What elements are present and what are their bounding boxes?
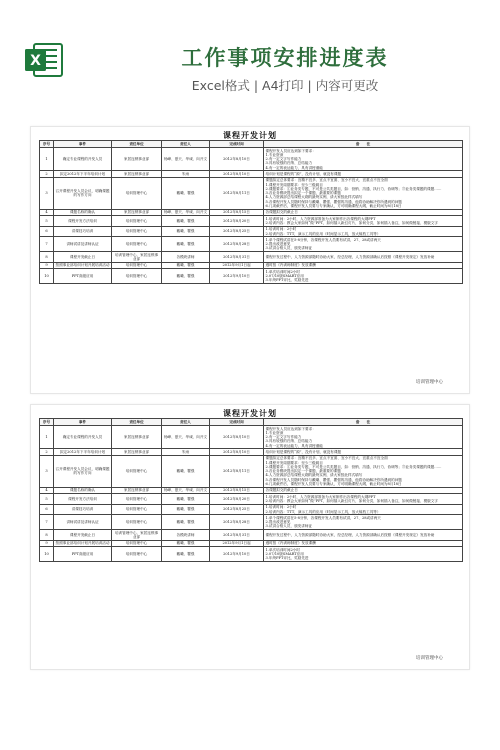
table-cell: 课程开发人员应达到如下要求： 1.专业资深 2.有一定文字写作能力 3.具有较强的归纳、总结能力 4.有一定的表达能力，具有讲授潜能 bbox=[264, 148, 463, 171]
table-cell: 1.培训时间：2小时，人力资源部准备为大家制作出各课程的大纲PPT 2.培训内容：教会大家如何“做”PPT，如何插入新幻灯片，如何分页，如何插入备注，如何做链接、模版文字 bbox=[264, 216, 463, 227]
column-header: 责任单位 bbox=[112, 141, 162, 148]
column-header: 序号 bbox=[40, 419, 54, 426]
column-header: 事件 bbox=[54, 141, 112, 148]
table-cell: 朱雨 bbox=[162, 171, 210, 177]
table-cell: 杨峰、夏天、华诚、向开文 bbox=[162, 148, 210, 171]
table-cell: 2012年8月28日 bbox=[210, 237, 264, 252]
table-cell: 培训管理中心 bbox=[112, 177, 162, 209]
page-title: 工作事项安排进度表 bbox=[181, 46, 389, 70]
table-cell: 7 bbox=[40, 515, 54, 530]
table-row bbox=[40, 177, 463, 209]
column-header: 责任人 bbox=[162, 419, 210, 426]
table-cell: 讲课技巧培训 bbox=[54, 226, 112, 237]
table-cell: 8 bbox=[40, 530, 54, 541]
column-header: 完成时间 bbox=[210, 141, 264, 148]
table-cell: 戴曦、瞿强 bbox=[162, 455, 210, 487]
table-cell: 杨峰、夏天、华诚、向开文 bbox=[162, 426, 210, 449]
schedule-table bbox=[39, 418, 463, 562]
table-cell: 1.单次培训时间2小时 2.07/10版SMART应用 3.年终PPT评比，奖励先进 bbox=[264, 547, 463, 562]
column-header: 序号 bbox=[40, 141, 54, 148]
table-cell: 培训管理中心，家居连锁事业部 bbox=[112, 530, 162, 541]
svg-text:X: X bbox=[30, 53, 41, 69]
table-cell: 8 bbox=[40, 252, 54, 263]
table-cell: 2012年8月10日 bbox=[210, 449, 264, 455]
table-cell: 家居连锁事业部 bbox=[112, 148, 162, 171]
table-cell: 课程开发截止日 bbox=[54, 530, 112, 541]
table-cell: 2012年8月28日 bbox=[210, 515, 264, 530]
table-cell: 培训管理中心 bbox=[112, 237, 162, 252]
table-cell: 培训计划是课程的“源”，没有计划，就没有课题 bbox=[264, 449, 463, 455]
table-cell: 2012年8月11日 bbox=[210, 177, 264, 209]
table-cell: 10 bbox=[40, 269, 54, 284]
table-cell: 各模块讲师 bbox=[162, 252, 210, 263]
table-cell: 朱雨 bbox=[162, 449, 210, 455]
table-cell: 培训管理中心 bbox=[112, 547, 162, 562]
sheet-preview bbox=[30, 404, 470, 670]
table-cell: 培训管理中心 bbox=[112, 216, 162, 227]
table-cell: 9 bbox=[40, 262, 54, 268]
table-cell: 戴曦、瞿强 bbox=[162, 494, 210, 505]
table-cell: 1 bbox=[40, 426, 54, 449]
table-cell: 戴曦、瞿强 bbox=[162, 547, 210, 562]
table-cell: 杨峰、夏天、华诚、向开文 bbox=[162, 487, 210, 493]
table-cell: 戴曦、瞿强 bbox=[162, 540, 210, 546]
table-cell: 2012年8月15日 bbox=[210, 487, 264, 493]
table-cell: 课程开发截止日 bbox=[54, 252, 112, 263]
table-row bbox=[40, 269, 463, 284]
column-header: 责任人 bbox=[162, 141, 210, 148]
table-cell: 10 bbox=[40, 547, 54, 562]
table-cell: 1.单次培训时间2小时 2.07/10版SMART应用 3.年终PPT评比，奖励先进 bbox=[264, 269, 463, 284]
table-cell: 课程开发过程中，人力资源部随时协助大家，经总经理，人力资源部确认后按照《课程开发规定》发放补助 bbox=[264, 530, 463, 541]
table-cell: 培训管理中心 bbox=[112, 455, 162, 487]
table-cell: 讲课技巧培训 bbox=[54, 504, 112, 515]
table-cell: 2012年8月10日 bbox=[210, 426, 264, 449]
table-cell: 2012年8月20日 bbox=[210, 216, 264, 227]
table-cell: 2 bbox=[40, 171, 54, 177]
table-cell: 2012年8月20日 bbox=[210, 494, 264, 505]
table-cell: 家居连锁事业部 bbox=[112, 171, 162, 177]
table-cell: 3 bbox=[40, 177, 54, 209]
table-cell: 戴曦、瞿强 bbox=[162, 262, 210, 268]
table-row bbox=[40, 515, 463, 530]
table-cell: 拟定2012年下半年培训计划 bbox=[54, 171, 112, 177]
table-cell: 课程开发过程中，人力资源部随时协助大家，经总经理，人力资源部确认后按照《课程开发规定》发放补助 bbox=[264, 252, 463, 263]
table-cell: 2012年8月10日 bbox=[210, 148, 264, 171]
table-cell: 2012年8月25日 bbox=[210, 226, 264, 237]
table-cell: 各课题拟交的截止日 bbox=[264, 209, 463, 215]
table-cell: 家居连锁事业部 bbox=[112, 487, 162, 493]
table-cell: 培训计划是课程的“源”，没有计划，就没有课题 bbox=[264, 171, 463, 177]
table-cell: 课程开发人员应达到如下要求： 1.专业资深 2.有一定文字写作能力 3.具有较强的归纳、总结能力 4.有一定的表达能力，具有讲授潜能 bbox=[264, 426, 463, 449]
table-row bbox=[40, 494, 463, 505]
sheet-footer: 培训管理中心 bbox=[416, 380, 443, 385]
table-cell: 9 bbox=[40, 540, 54, 546]
table-cell: 杨峰、夏天、华诚、向开文 bbox=[162, 209, 210, 215]
table-cell: 确定专业课程的开发人员 bbox=[54, 426, 112, 449]
table-cell: 召开课程开发人员会议，明确课题的写作方向 bbox=[54, 455, 112, 487]
table-cell: 按照事业部培训计划开展培训活动 bbox=[54, 262, 112, 268]
table-body bbox=[40, 426, 463, 562]
table-cell: 召开课程开发人员会议，明确课题的写作方向 bbox=[54, 177, 112, 209]
table-cell: 1.培训时间：2小时，人力资源部准备为大家制作出各课程的大纲PPT 2.培训内容：教会大家如何“做”PPT，如何插入新幻灯片，如何分页，如何插入备注，如何做链接、模版文字 bbox=[264, 494, 463, 505]
table-cell: 2012年8月15日 bbox=[210, 209, 264, 215]
excel-icon bbox=[22, 38, 66, 82]
table-cell: 2012年8月25日 bbox=[210, 504, 264, 515]
sheet-footer: 培训管理中心 bbox=[416, 656, 443, 661]
table-cell: 拟定2012年下半年培训计划 bbox=[54, 449, 112, 455]
table-cell: 1.培训时间：2小时 2.培训内容：TTT，演示工具的应用（时间显示工具，放大镜档工具等） bbox=[264, 226, 463, 237]
table-row bbox=[40, 216, 463, 227]
table-cell: 3 bbox=[40, 455, 54, 487]
table-cell: 家居连锁事业部 bbox=[112, 209, 162, 215]
table-header-row bbox=[40, 141, 463, 148]
sheet-title: 课程开发计划 bbox=[223, 130, 277, 140]
table-row bbox=[40, 530, 463, 541]
table-cell: 培训管理中心 bbox=[112, 226, 162, 237]
table-cell: 1.培训时间：2小时 2.培训内容：TTT，演示工具的应用（时间显示工具，放大镜档工具等） bbox=[264, 504, 463, 515]
table-cell: 课题拟定总体要求：宜精不宜多、宜点不宜面、宜小不宜大、宜重点不宜全面 1.课程开发周期要求：至少三级跳目 2.课题要求：①业务类专题，不可是公共类题目，如：营销、沟通、执行力、协调等；③业务类课题的课题…… 3.各业务模块提出拟定一个课题，最重要的课题 4.人力资源部总结课程大纲的最终实例，请大家按此样式填写 5.各课程开发人员随时保持与戴曦、瞿强、瞿强的沟通，他将协助解决你所遇到的问题 6.几项截件后，课程开发人员要与专家确认，方可明确课程大纲，截止时间为8月18日 bbox=[264, 455, 463, 487]
table-header-row bbox=[40, 419, 463, 426]
table-cell: 2012年9月10日 bbox=[210, 547, 264, 562]
table-row bbox=[40, 504, 463, 515]
table-cell: 戴曦、瞿强 bbox=[162, 504, 210, 515]
table-cell: 课程开发方法培训 bbox=[54, 494, 112, 505]
column-header: 事件 bbox=[54, 419, 112, 426]
table-cell: 戴曦、瞿强 bbox=[162, 237, 210, 252]
column-header: 责任单位 bbox=[112, 419, 162, 426]
table-cell: 确定专业课程的开发人员 bbox=[54, 148, 112, 171]
table-cell: 2012年9月10日 bbox=[210, 269, 264, 284]
table-cell: 2012年9月1日起 bbox=[210, 540, 264, 546]
table-cell: 培训管理中心 bbox=[112, 540, 162, 546]
table-cell: 1.单个课程试讲在5-8分钟，各课程开发人员要有试讲，27、28或讲两天 2.提出改进意见 3.试讲合格人员，颁发讲师证 bbox=[264, 515, 463, 530]
column-header: 备 注 bbox=[264, 141, 463, 148]
table-cell: 戴曦、瞿强 bbox=[162, 226, 210, 237]
table-cell: 2012年8月31日 bbox=[210, 252, 264, 263]
table-cell: 培训管理中心 bbox=[112, 494, 162, 505]
table-row bbox=[40, 226, 463, 237]
table-cell: 2 bbox=[40, 449, 54, 455]
table-cell: 2012年8月11日 bbox=[210, 455, 264, 487]
schedule-table bbox=[39, 140, 463, 284]
table-cell: 1 bbox=[40, 148, 54, 171]
table-cell: 各模块讲师 bbox=[162, 530, 210, 541]
table-cell: 课程开发方法培训 bbox=[54, 216, 112, 227]
table-cell: 家居连锁事业部 bbox=[112, 449, 162, 455]
table-cell: 遵时按《内训师制度》发放课酬 bbox=[264, 540, 463, 546]
table-cell: 4 bbox=[40, 209, 54, 215]
table-row bbox=[40, 547, 463, 562]
sheet-preview bbox=[30, 126, 470, 394]
table-cell: 戴曦、瞿强 bbox=[162, 177, 210, 209]
page-header bbox=[0, 0, 500, 110]
table-cell: 培训管理中心 bbox=[112, 504, 162, 515]
page-subtitle: Excel格式 | A4打印 | 内容可更改 bbox=[191, 78, 379, 93]
table-cell: PPT高级应用 bbox=[54, 547, 112, 562]
table-cell: 5 bbox=[40, 216, 54, 227]
table-cell: 1.单个课程试讲在5-8分钟，各课程开发人员要有试讲，27、28或讲两天 2.提出改进意见 3.试讲合格人员，颁发讲师证 bbox=[264, 237, 463, 252]
table-cell: 课题名称的确认 bbox=[54, 487, 112, 493]
table-cell: 培训管理中心 bbox=[112, 515, 162, 530]
table-cell: 讲师试讲及讲师认证 bbox=[54, 515, 112, 530]
table-cell: 4 bbox=[40, 487, 54, 493]
table-row bbox=[40, 252, 463, 263]
table-cell: 课题拟定总体要求：宜精不宜多、宜点不宜面、宜小不宜大、宜重点不宜全面 1.课程开发周期要求：至少三级跳目 2.课题要求：①业务类专题，不可是公共类题目，如：营销、沟通、执行力、协调等；③业务类课题的课题…… 3.各业务模块提出拟定一个课题，最重要的课题 4.人力资源部总结课程大纲的最终实例，请大家按此样式填写 5.各课程开发人员随时保持与戴曦、瞿强、瞿强的沟通，他将协助解决你所遇到的问题 6.几项截件后，课程开发人员要与专家确认，方可明确课程大纲，截止时间为8月18日 bbox=[264, 177, 463, 209]
table-cell: 家居连锁事业部 bbox=[112, 426, 162, 449]
table-cell: 课题名称的确认 bbox=[54, 209, 112, 215]
table-cell: 2012年8月31日 bbox=[210, 530, 264, 541]
table-cell: 戴曦、瞿强 bbox=[162, 269, 210, 284]
table-cell: 戴曦、瞿强 bbox=[162, 216, 210, 227]
table-cell: 讲师试讲及讲师认证 bbox=[54, 237, 112, 252]
table-cell: 戴曦、瞿强 bbox=[162, 515, 210, 530]
table-cell: 2012年8月10日 bbox=[210, 171, 264, 177]
table-row bbox=[40, 426, 463, 449]
sheet-title: 课程开发计划 bbox=[223, 408, 277, 418]
table-row bbox=[40, 148, 463, 171]
table-cell: 7 bbox=[40, 237, 54, 252]
table-row bbox=[40, 455, 463, 487]
table-cell: 培训管理中心，家居连锁事业部 bbox=[112, 252, 162, 263]
table-cell: 6 bbox=[40, 504, 54, 515]
column-header: 完成时间 bbox=[210, 419, 264, 426]
table-cell: 培训管理中心 bbox=[112, 262, 162, 268]
table-cell: PPT高级应用 bbox=[54, 269, 112, 284]
table-cell: 2012年9月1日起 bbox=[210, 262, 264, 268]
table-cell: 5 bbox=[40, 494, 54, 505]
table-cell: 遵时按《内训师制度》发放课酬 bbox=[264, 262, 463, 268]
table-body bbox=[40, 148, 463, 284]
table-cell: 6 bbox=[40, 226, 54, 237]
column-header: 备 注 bbox=[264, 419, 463, 426]
table-cell: 培训管理中心 bbox=[112, 269, 162, 284]
table-row bbox=[40, 237, 463, 252]
table-cell: 按照事业部培训计划开展培训活动 bbox=[54, 540, 112, 546]
table-cell: 各课题拟交的截止日 bbox=[264, 487, 463, 493]
